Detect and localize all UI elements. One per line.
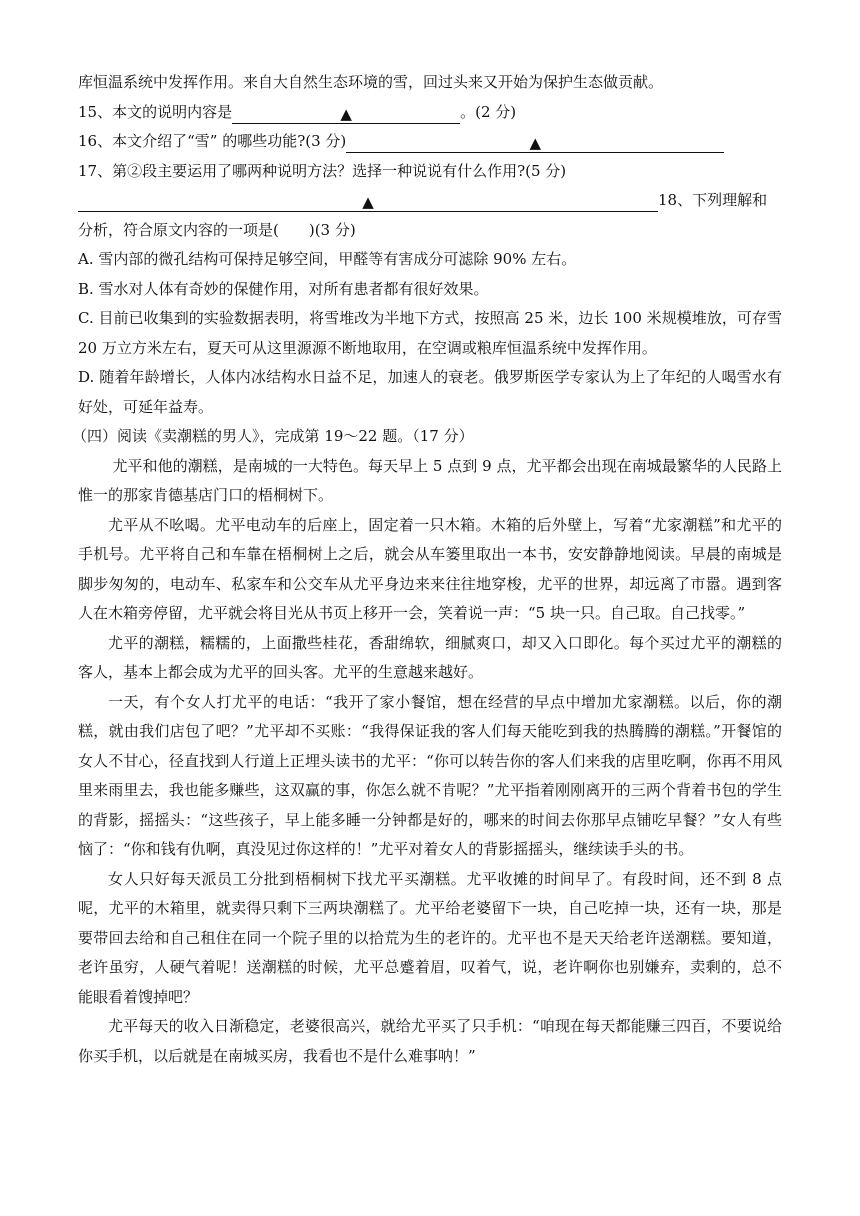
question-17-answer-line xyxy=(78,186,782,216)
question-18-text: 18、下列理解和 xyxy=(658,191,768,209)
option-c: C. 目前已收集到的实验数据表明，将雪堆改为半地下方式，按照高 25 米，边长 100 米规模堆放，可存雪 20 万立方米左右，夏天可从这里源源不断地取用，在空调或粮库恒温系统中发挥作用。 xyxy=(78,309,782,357)
story-paragraph: 尤平每天的收入日渐稳定，老婆很高兴，就给尤平买了只手机：“咱现在每天都能赚三四百，不要说给你买手机，以后就是在南城买房，我看也不是什么难事呐！” xyxy=(78,1017,782,1065)
answer-mark-icon: ▲ xyxy=(340,104,352,123)
question-15-text: 15、本文的说明内容是 xyxy=(78,102,233,121)
answer-mark-icon: ▲ xyxy=(529,134,542,152)
answer-blank-15[interactable] xyxy=(232,106,460,124)
story-paragraph: 尤平从不吆喝。尤平电动车的后座上，固定着一只木箱。木箱的后外壁上，写着“尤家潮糕”和尤平的手机号。尤平将自己和车靠在梧桐树上之后，就会从车篓里取出一本书，安安静静地阅读。早晨的南城是脚步匆匆的，电动车、私家车和公交车从尤平身边来来往往地穿梭，尤平的世界，却远离了市嚣。遇到客人在木箱旁停留，尤平就会将目光从书页上移开一会，笑着说一声：“5 块一只。自己取。自己找零。” xyxy=(78,515,782,622)
question-16 xyxy=(78,127,782,157)
question-17: 17、第②段主要运用了哪两种说明方法？选择一种说说有什么作用?(5 分) xyxy=(78,161,567,180)
question-15-score: 。(2 分) xyxy=(460,102,517,121)
exam-page xyxy=(72,68,782,1071)
option-a: A. 雪内部的微孔结构可保持足够空间，甲醛等有害成分可滤除 90% 左右。 xyxy=(78,250,577,268)
option-d: D. 随着年龄增长，人体内冰结构水日益不足，加速人的衰老。俄罗斯医学专家认为上了年纪的人喝雪水有好处，可延年益寿。 xyxy=(78,368,782,416)
answer-mark-icon: ▲ xyxy=(362,193,374,211)
story-paragraph: 女人只好每天派员工分批到梧桐树下找尤平买潮糕。尤平收摊的时间早了。有段时间，还不到 8 点呢，尤平的木箱里，就卖得只剩下三两块潮糕了。尤平给老婆留下一块，自己吃掉一块，还有一块，那是要带回去给和自己租住在同一个院子里的以拾荒为生的老许的。尤平也不是天天给老许送潮糕。要知道，老许虽穷，人硬气着呢！送潮糕的时候，尤平总蹙着眉，叹着气，说，老许啊你也别嫌弃，卖剩的，总不能眼看着馊掉吧？ xyxy=(78,869,782,1006)
question-16-text: 16、本文介绍了“雪” 的哪些功能?(3 分) xyxy=(78,132,347,150)
section-4-heading: （四）阅读《卖潮糕的男人》，完成第 19～22 题。（17 分） xyxy=(72,427,474,445)
question-18-continued: 分析，符合原文内容的一项是( )(3 分) xyxy=(78,220,356,239)
text-line: 库恒温系统中发挥作用。来自大自然生态环境的雪，回过头来又开始为保护生态做贡献。 xyxy=(78,73,664,91)
question-15 xyxy=(78,98,782,128)
story-paragraph: 尤平和他的潮糕，是南城的一大特色。每天早上 5 点到 9 点，尤平都会出现在南城最繁华的人民路上惟一的那家肯德基店门口的梧桐树下。 xyxy=(78,456,782,504)
story-paragraph: 尤平的潮糕，糯糯的，上面撒些桂花，香甜绵软，细腻爽口，却又入口即化。每个买过尤平的潮糕的客人，基本上都会成为尤平的回头客。尤平的生意越来越好。 xyxy=(78,633,782,681)
answer-blank-16[interactable] xyxy=(346,135,724,153)
answer-blank-17[interactable] xyxy=(78,194,658,212)
option-b: B. 雪水对人体有奇妙的保健作用，对所有患者都有很好效果。 xyxy=(78,279,489,298)
story-paragraph: 一天，有个女人打尤平的电话：“我开了家小餐馆，想在经营的早点中增加尤家潮糕。以后，你的潮糕，就由我们店包了吧？”尤平却不买账：“我得保证我的客人们每天能吃到我的热腾腾的潮糕。”开餐馆的女人不甘心，径直找到人行道上正埋头读书的尤平：“你可以转告你的客人们来我的店里吃啊，你再不用风里来雨里去，我也能多赚些，这双赢的事，你怎么就不肯呢？”尤平指着刚刚离开的三两个背着书包的学生的背影，摇摇头：“这些孩子，早上能多睡一分钟都是好的，哪来的时间去你那早点铺吃早餐？”女人有些恼了：“你和钱有仇啊，真没见过你这样的！”尤平对着女人的背影摇摇头，继续读手头的书。 xyxy=(78,692,782,858)
